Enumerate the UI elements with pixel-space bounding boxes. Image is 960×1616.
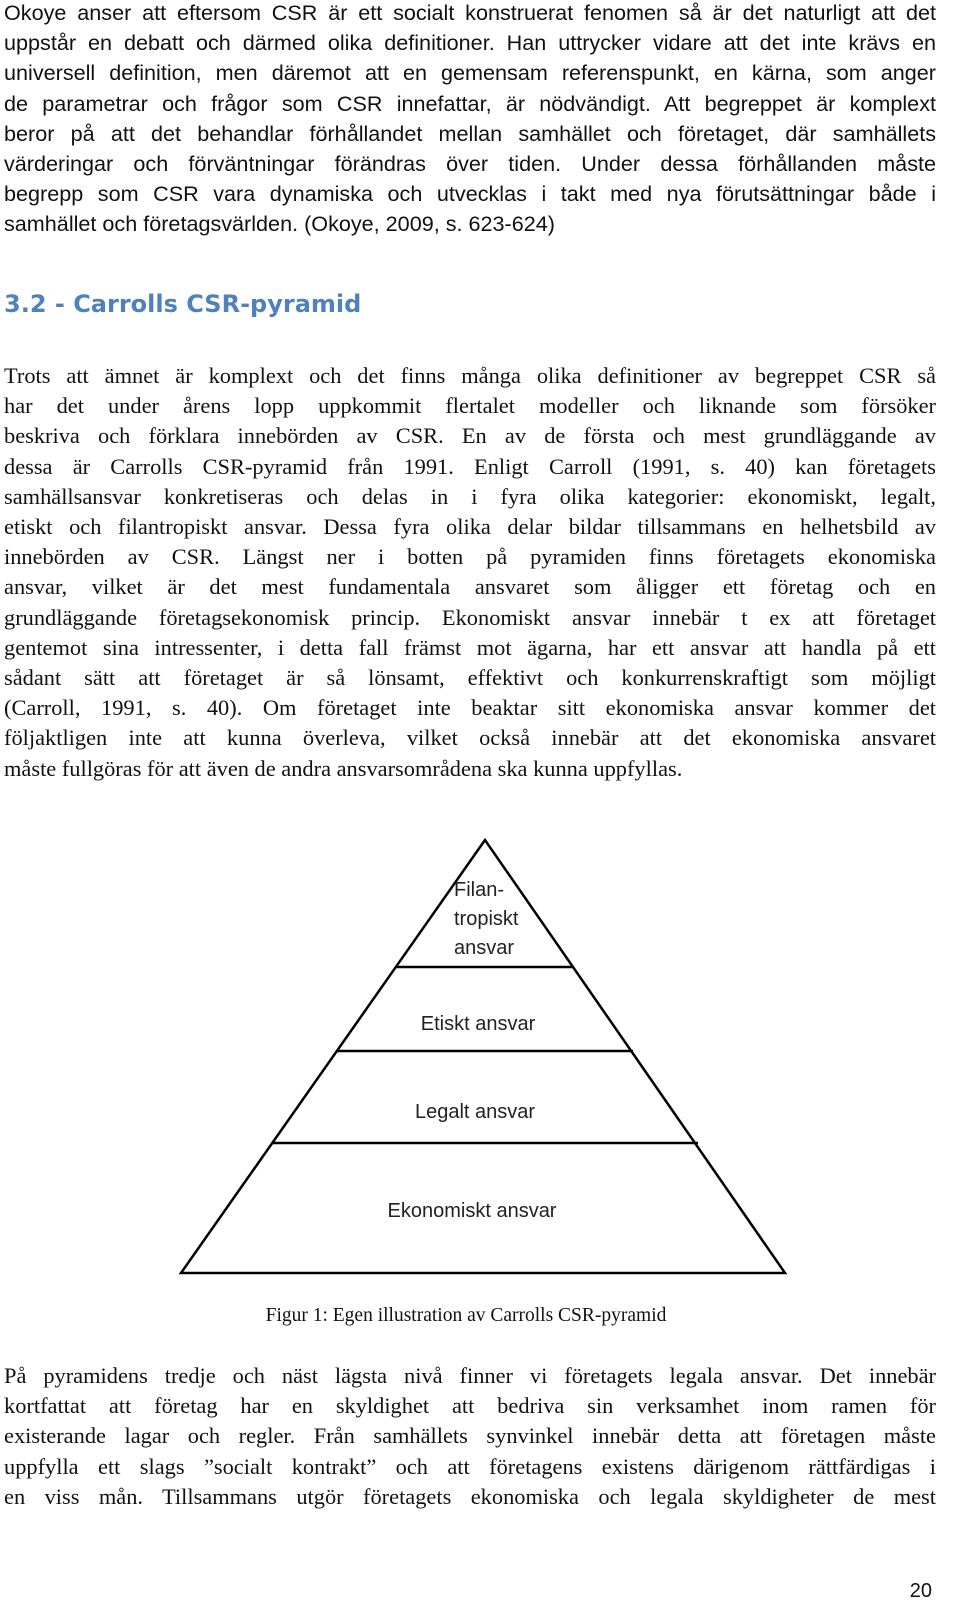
text-line: Okoye anser att eftersom CSR är ett socialt konstruerat fenomen så är det naturligt att det xyxy=(4,0,936,25)
tier-label-philanthropic: Filan- xyxy=(454,879,505,901)
text-line: ansvar, vilket är det mest fundamentala ansvaret som åligger ett företag och en xyxy=(4,574,936,600)
text-line: kortfattat att företag har en skyldighet att bedriva sin verksamhet inom ramen för xyxy=(4,1393,936,1419)
pyramid-figure xyxy=(0,826,960,1296)
text-line: samhället och företagsvärlden. (Okoye, 2009, s. 623-624) xyxy=(4,211,555,237)
tier-label-economic: Ekonomiskt ansvar xyxy=(387,1200,557,1222)
csr-pyramid-diagram xyxy=(0,826,960,1296)
tier-label-ethical: Etiskt ansvar xyxy=(420,1013,536,1035)
text-line: dessa är Carrolls CSR-pyramid från 1991. Enligt Carroll (1991, s. 40) kan företagets xyxy=(4,453,936,479)
paragraph-carroll-intro xyxy=(4,361,936,784)
text-line: grundläggande företagsekonomisk princip. Ekonomiskt ansvar innebär t ex att företaget xyxy=(4,604,936,630)
text-line: begrepp som CSR vara dynamiska och utvecklas i takt med nya förutsättningar både i xyxy=(4,181,936,207)
text-line: innebörden av CSR. Längst ner i botten på pyramiden finns företagets ekonomiska xyxy=(4,544,936,570)
text-line: gentemot sina intressenter, i detta fall främst mot ägarna, har ett ansvar att handla på ett xyxy=(4,634,936,660)
text-line: Trots att ämnet är komplext och det finns många olika definitioner av begreppet CSR så xyxy=(4,363,936,388)
text-line: de parametrar och frågor som CSR innefattar, är nödvändigt. Att begreppet är komplext xyxy=(4,90,936,116)
text-line: universell definition, men däremot att en gemensam referenspunkt, en kärna, som anger xyxy=(4,60,936,86)
text-line: beror på att det behandlar förhållandet mellan samhället och företaget, där samhällets xyxy=(4,120,936,146)
text-line: samhällsansvar konkretiseras och delas in i fyra olika kategorier: ekonomiskt, legalt, xyxy=(4,483,936,509)
paragraph-legal-responsibility xyxy=(4,1361,936,1512)
text-line: existerande lagar och regler. Från samhällets synvinkel innebär detta att företagen måste xyxy=(4,1423,936,1449)
text-line: har det under årens lopp uppkommit flertalet modeller och liknande som försöker xyxy=(4,393,936,419)
section-heading: 3.2 - Carrolls CSR-pyramid xyxy=(4,290,362,318)
tier-label-philanthropic: tropiskt xyxy=(454,908,519,930)
text-line: På pyramidens tredje och näst lägsta nivå finner vi företagets legala ansvar. Det innebär xyxy=(4,1363,936,1388)
paragraph-okoye xyxy=(4,0,936,240)
text-line: följaktligen inte att kunna överleva, vilket också innebär att det ekonomiska ansvaret xyxy=(4,725,936,751)
tier-label-philanthropic: ansvar xyxy=(454,937,515,959)
text-line: uppfylla ett slags ”socialt kontrakt” och att företagens existens därigenom rättfärdigas i xyxy=(4,1453,936,1479)
page-number: 20 xyxy=(909,1580,932,1602)
figure-caption: Figur 1: Egen illustration av Carrolls CSR-pyramid xyxy=(265,1305,667,1326)
text-line: måste fullgöras för att även de andra ansvarsområdena ska kunna uppfyllas. xyxy=(4,755,683,781)
text-line: beskriva och förklara innebörden av CSR. En av de första och mest grundläggande av xyxy=(4,423,936,449)
text-line: etiskt och filantropiskt ansvar. Dessa fyra olika delar bildar tillsammans en helhetsbild av xyxy=(4,514,936,540)
text-line: sådant sätt att företaget är så lönsamt, effektivt och konkurrenskraftigt som möjligt xyxy=(4,665,936,691)
tier-label-legal: Legalt ansvar xyxy=(414,1101,536,1123)
text-line: en viss mån. Tillsammans utgör företagets ekonomiska och legala skyldigheter de mest xyxy=(4,1483,936,1509)
text-line: uppstår en debatt och därmed olika definitioner. Han uttrycker vidare att det inte krävs en xyxy=(4,30,936,56)
text-line: (Carroll, 1991, s. 40). Om företaget inte beaktar sitt ekonomiska ansvar kommer det xyxy=(4,695,936,721)
text-line: värderingar och förväntningar förändras över tiden. Under dessa förhållanden måste xyxy=(4,151,936,177)
